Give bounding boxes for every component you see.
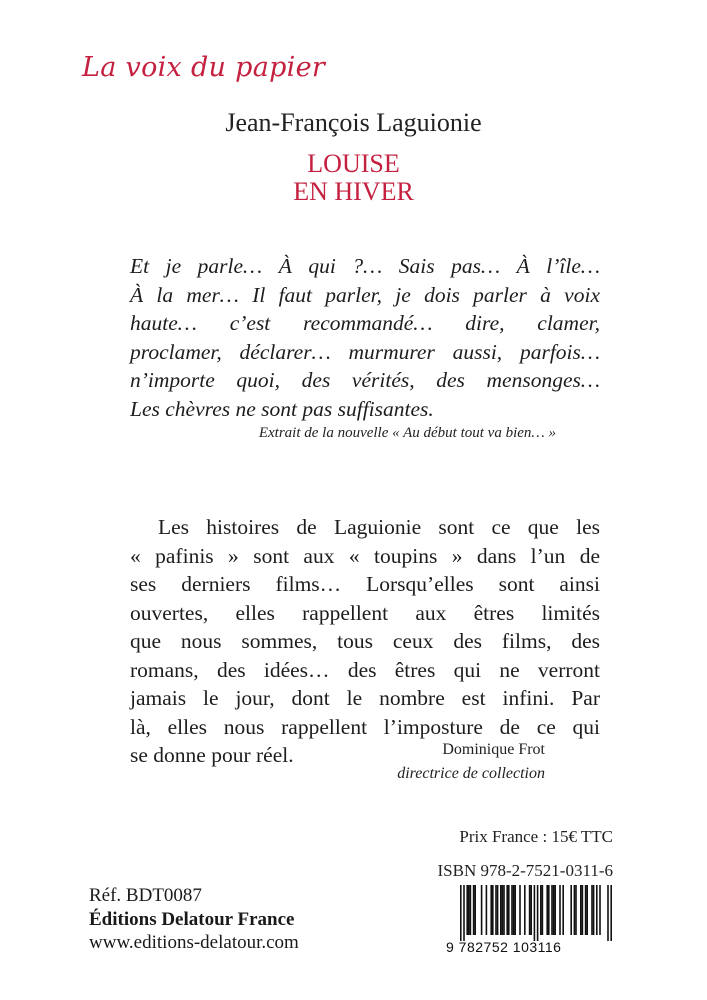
barcode-bar [534,885,536,941]
barcode-bar [529,885,531,935]
price-label: Prix France : 15€ TTC [459,827,613,846]
series-name: La voix du papier [82,52,326,83]
barcode-bar [610,885,612,941]
blurb-line: ouvertes, elles rappellent aux êtres limités [130,600,600,625]
barcode-bar [481,885,483,935]
excerpt-quote [130,252,600,423]
barcode-bar [530,885,532,935]
blurb-line: ses derniers films… Lorsqu’elles sont ainsi [130,572,600,596]
barcode-bar [500,885,502,935]
quote-line: haute… c’est recommandé… dire, clamer, [130,311,600,335]
barcode-bar [495,885,497,935]
isbn-label: ISBN 978-2-7521-0311-6 [437,861,613,880]
barcode-bar [502,885,504,935]
barcode-bar [570,885,572,935]
quote-line: proclamer, déclarer… murmurer aussi, parfois… [130,339,600,364]
barcode-bar [596,885,598,935]
blurb-line: que nous sommes, tous ceux des films, des [130,629,600,653]
quote-line: Les chèvres ne sont pas suffisantes. [130,396,434,421]
publisher-name: Éditions Delatour France [89,908,295,930]
book-title-line-1: LOUISE [307,149,400,178]
book-title [0,150,707,206]
barcode-bar [542,885,544,935]
quote-line: n’importe quoi, des vérités, des mensonges… [130,368,600,392]
barcode-bar [548,885,550,935]
barcode-bar [586,885,588,935]
signer-name: Dominique Frot [442,741,545,758]
blurb-line: se donne pour réel. [130,743,294,767]
barcode-bar [486,885,488,935]
blurb-line: « pafinis » sont aux « toupins » dans l’un de [130,543,600,568]
barcode-bar [490,885,492,935]
barcode-bar [553,885,555,935]
barcode-bar [599,885,601,935]
barcode-bar [559,885,561,935]
signer-role: directrice de collection [397,765,545,782]
barcode-bar [508,885,510,935]
blurb-line: jamais le jour, dont le nombre est infini. Par [130,686,600,710]
barcode-bar [580,885,582,935]
book-title-line-2: EN HIVER [293,177,414,206]
barcode-bar [593,885,595,935]
barcode [446,885,618,960]
blurb-line: Les histoires de Laguionie sont ce que les [158,515,600,539]
barcode-bar [503,885,505,935]
barcode-bar [511,885,513,935]
barcode-bar [575,885,577,935]
blurb-line: romans, des idées… des êtres qui ne verront [130,657,600,682]
barcode-bar [540,885,542,935]
barcode-bar [513,885,515,935]
blurb-paragraph [130,513,600,770]
barcode-digits: 9 782752 103116 [446,939,562,955]
quote-source: Extrait de la nouvelle « Au début tout va bien… » [258,425,556,441]
author-name: Jean-François Laguionie [225,108,482,137]
barcode-bar [607,885,609,941]
barcode-bar [546,885,548,935]
quote-line: Et je parle… À qui ?… Sais pas… À l’île… [130,254,600,278]
barcode-bar [468,885,470,935]
barcode-bar [585,885,587,935]
barcode-bar [506,885,508,935]
barcode-bar [492,885,494,935]
barcode-bar [537,885,539,941]
barcode-bar [466,885,468,935]
barcode-bar [554,885,556,935]
barcode-bar [524,885,526,935]
publisher-block [89,884,299,955]
barcode-bar [473,885,475,935]
barcode-bars-icon [446,885,618,941]
barcode-bar [591,885,593,935]
quote-line: À la mer… Il faut parler, je dois parler à voix [130,282,600,307]
barcode-bar [474,885,476,935]
barcode-bar [582,885,584,935]
barcode-bar [463,885,465,941]
barcode-bar [551,885,553,935]
barcode-bar [562,885,564,935]
barcode-bar [470,885,472,935]
barcode-bar [497,885,499,935]
blurb-signature [300,738,545,786]
barcode-bar [574,885,576,935]
reference-code: Réf. BDT0087 [89,885,202,906]
barcode-bar [514,885,516,935]
barcode-bar [519,885,521,935]
publisher-website: www.editions-delatour.com [89,932,299,953]
blurb-line: là, elles nous rappellent l’imposture de ce qui [130,714,600,739]
barcode-bar [460,885,462,941]
